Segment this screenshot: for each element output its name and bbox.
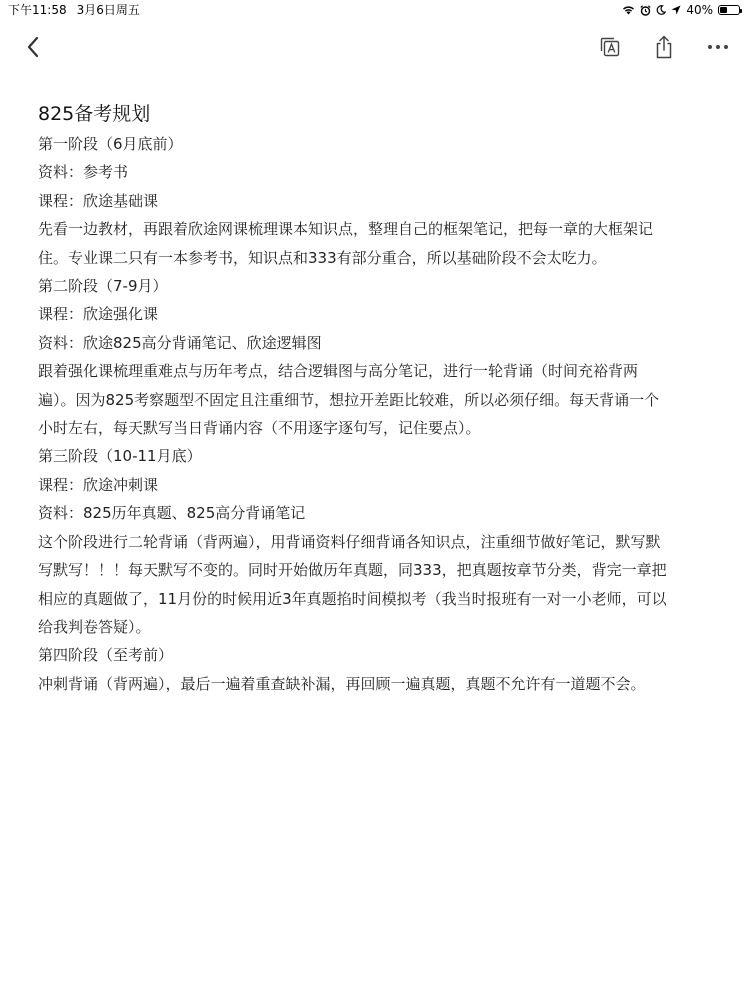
document-line: 这个阶段进行二轮背诵（背两遍），用背诵资料仔细背诵各知识点，注重细节做好笔记，默写默 xyxy=(38,532,661,551)
document-body xyxy=(38,98,708,698)
document-line: 资料：欣途825高分背诵笔记、欣途逻辑图 xyxy=(38,333,322,352)
location-arrow-icon xyxy=(671,5,681,15)
moon-icon xyxy=(656,5,666,15)
status-bar xyxy=(0,0,750,20)
status-right xyxy=(622,0,740,20)
document-line: 第三阶段（10-11月底） xyxy=(38,447,202,466)
document-line: 第二阶段（7-9月） xyxy=(38,277,168,296)
document-line: 资料：参考书 xyxy=(38,163,129,182)
more-dots-icon xyxy=(707,44,729,50)
status-left xyxy=(8,0,140,20)
document-line: 写默写！！！每天默写不变的。同时开始做历年真题，同333，把真题按章节分类，背完一章把 xyxy=(38,561,667,580)
share-button[interactable] xyxy=(649,32,679,62)
document-line: 给我判卷答疑）。 xyxy=(38,617,151,636)
translate-button[interactable] xyxy=(595,32,625,62)
document-line: 小时左右，每天默写当日背诵内容（不用逐字逐句写，记住要点）。 xyxy=(38,419,481,438)
document-line: 课程：欣途基础课 xyxy=(38,191,159,210)
document-line: 先看一边教材，再跟着欣途网课梳理课本知识点，整理自己的框架笔记，把每一章的大框架记 xyxy=(38,220,654,239)
document-line: 相应的真题做了，11月份的时候用近3年真题掐时间模拟考（我当时报班有一对一小老师，可以 xyxy=(38,589,667,608)
document-line: 资料：825历年真题、825高分背诵笔记 xyxy=(38,504,306,523)
document-title: 825备考规划 xyxy=(38,103,151,125)
alarm-icon xyxy=(640,5,651,16)
more-button[interactable] xyxy=(703,32,733,62)
document-line: 住。专业课二只有一本参考书，知识点和333有部分重合，所以基础阶段不会太吃力。 xyxy=(38,248,607,267)
document-line: 跟着强化课梳理重难点与历年考点，结合逻辑图与高分笔记，进行一轮背诵（时间充裕背两 xyxy=(38,362,639,381)
wifi-icon xyxy=(622,5,635,15)
share-icon xyxy=(653,34,675,60)
battery-level-fill xyxy=(720,7,727,13)
document-line: 第四阶段（至考前） xyxy=(38,646,174,665)
navigation-bar xyxy=(0,24,750,68)
document-line: 遍）。因为825考察题型不固定且注重细节，想拉开差距比较难，所以必须仔细。每天背诵一个 xyxy=(38,390,660,409)
back-button[interactable] xyxy=(18,32,48,62)
document-lines xyxy=(38,130,708,698)
chevron-left-icon xyxy=(25,35,41,59)
document-line: 冲刺背诵（背两遍），最后一遍着重查缺补漏，再回顾一遍真题，真题不允许有一道题不会。 xyxy=(38,674,646,693)
status-date: 3月6日周五 xyxy=(76,3,140,17)
battery-percent: 40% xyxy=(686,3,713,17)
status-time: 下午11:58 xyxy=(8,3,67,17)
translate-icon xyxy=(598,35,622,59)
battery-icon xyxy=(718,5,740,15)
document-line: 第一阶段（6月底前） xyxy=(38,135,183,153)
document-line: 课程：欣途冲刺课 xyxy=(38,475,159,494)
document-line: 课程：欣途强化课 xyxy=(38,305,159,324)
